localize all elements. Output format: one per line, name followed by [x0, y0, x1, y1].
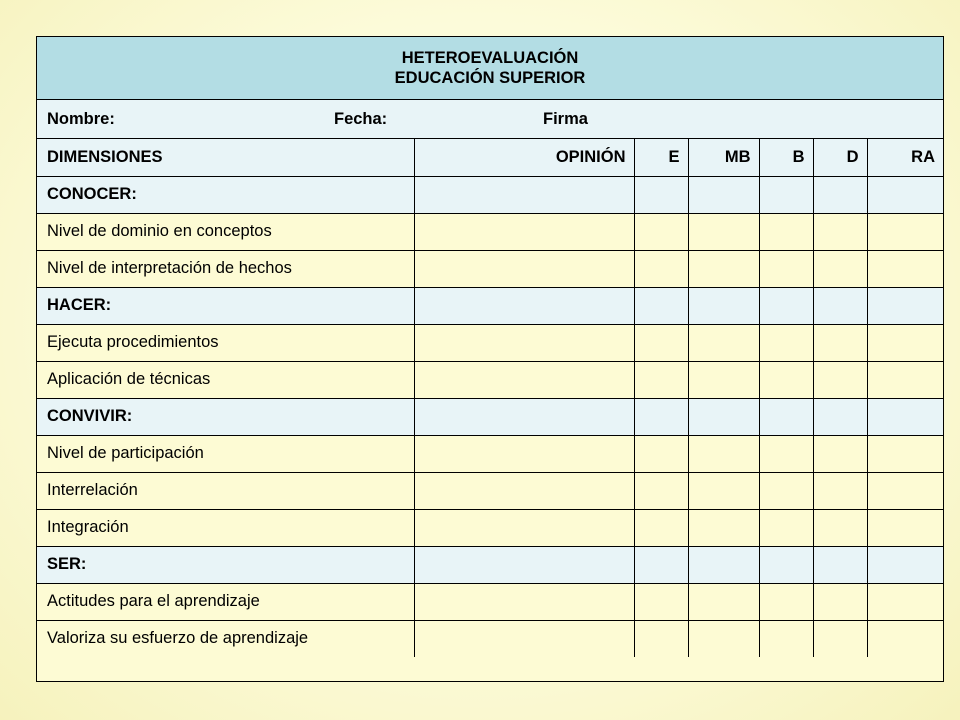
dimension-label: Actitudes para el aprendizaje	[37, 583, 414, 620]
b-cell[interactable]	[759, 324, 813, 361]
e-cell[interactable]	[634, 509, 688, 546]
date-label: Fecha:	[334, 110, 388, 128]
opinion-cell[interactable]	[414, 176, 634, 213]
b-cell[interactable]	[759, 472, 813, 509]
student-info-row	[37, 100, 943, 139]
column-header-dimensions: DIMENSIONES	[37, 139, 414, 176]
e-cell[interactable]	[634, 250, 688, 287]
signature-label: Firma	[543, 110, 588, 128]
mb-cell[interactable]	[688, 546, 759, 583]
mb-cell[interactable]	[688, 398, 759, 435]
b-cell[interactable]	[759, 213, 813, 250]
category-label: CONOCER:	[37, 176, 414, 213]
ra-cell[interactable]	[867, 398, 943, 435]
ra-cell[interactable]	[867, 620, 943, 657]
b-cell[interactable]	[759, 435, 813, 472]
category-label: SER:	[37, 546, 414, 583]
b-cell[interactable]	[759, 250, 813, 287]
e-cell[interactable]	[634, 472, 688, 509]
d-cell[interactable]	[813, 361, 867, 398]
column-header-b: B	[759, 139, 813, 176]
e-cell[interactable]	[634, 361, 688, 398]
mb-cell[interactable]	[688, 250, 759, 287]
column-header-e: E	[634, 139, 688, 176]
table-row	[37, 583, 943, 620]
evaluation-table	[37, 139, 943, 657]
d-cell[interactable]	[813, 213, 867, 250]
evaluation-form	[36, 36, 944, 682]
dimension-label: Valoriza su esfuerzo de aprendizaje	[37, 620, 414, 657]
e-cell[interactable]	[634, 546, 688, 583]
table-row	[37, 250, 943, 287]
d-cell[interactable]	[813, 620, 867, 657]
category-row	[37, 398, 943, 435]
mb-cell[interactable]	[688, 361, 759, 398]
category-row	[37, 176, 943, 213]
column-header-opinion: OPINIÓN	[414, 139, 634, 176]
opinion-cell[interactable]	[414, 250, 634, 287]
form-subtitle: EDUCACIÓN SUPERIOR	[394, 69, 586, 87]
table-row	[37, 435, 943, 472]
b-cell[interactable]	[759, 361, 813, 398]
opinion-cell[interactable]	[414, 583, 634, 620]
column-header-ra: RA	[867, 139, 943, 176]
column-header-row	[37, 139, 943, 176]
mb-cell[interactable]	[688, 435, 759, 472]
table-row	[37, 620, 943, 657]
b-cell[interactable]	[759, 398, 813, 435]
d-cell[interactable]	[813, 250, 867, 287]
dimension-label: Nivel de dominio en conceptos	[37, 213, 414, 250]
dimension-label: Interrelación	[37, 472, 414, 509]
ra-cell[interactable]	[867, 324, 943, 361]
d-cell[interactable]	[813, 583, 867, 620]
mb-cell[interactable]	[688, 509, 759, 546]
mb-cell[interactable]	[688, 213, 759, 250]
d-cell[interactable]	[813, 398, 867, 435]
b-cell[interactable]	[759, 287, 813, 324]
category-label: CONVIVIR:	[37, 398, 414, 435]
opinion-cell[interactable]	[414, 620, 634, 657]
b-cell[interactable]	[759, 583, 813, 620]
e-cell[interactable]	[634, 435, 688, 472]
column-header-mb: MB	[688, 139, 759, 176]
dimension-label: Integración	[37, 509, 414, 546]
column-header-d: D	[813, 139, 867, 176]
dimension-label: Aplicación de técnicas	[37, 361, 414, 398]
table-row	[37, 472, 943, 509]
d-cell[interactable]	[813, 324, 867, 361]
opinion-cell[interactable]	[414, 509, 634, 546]
d-cell[interactable]	[813, 472, 867, 509]
ra-cell[interactable]	[867, 287, 943, 324]
e-cell[interactable]	[634, 398, 688, 435]
d-cell[interactable]	[813, 287, 867, 324]
ra-cell[interactable]	[867, 435, 943, 472]
dimension-label: Nivel de interpretación de hechos	[37, 250, 414, 287]
category-label: HACER:	[37, 287, 414, 324]
dimension-label: Ejecuta procedimientos	[37, 324, 414, 361]
opinion-cell[interactable]	[414, 213, 634, 250]
ra-cell[interactable]	[867, 509, 943, 546]
opinion-cell[interactable]	[414, 324, 634, 361]
opinion-cell[interactable]	[414, 287, 634, 324]
e-cell[interactable]	[634, 213, 688, 250]
b-cell[interactable]	[759, 620, 813, 657]
form-title: HETEROEVALUACIÓN	[401, 49, 579, 67]
ra-cell[interactable]	[867, 361, 943, 398]
table-row	[37, 324, 943, 361]
category-row	[37, 546, 943, 583]
opinion-cell[interactable]	[414, 361, 634, 398]
opinion-cell[interactable]	[414, 435, 634, 472]
mb-cell[interactable]	[688, 287, 759, 324]
table-row	[37, 509, 943, 546]
table-row	[37, 213, 943, 250]
opinion-cell[interactable]	[414, 546, 634, 583]
e-cell[interactable]	[634, 583, 688, 620]
d-cell[interactable]	[813, 176, 867, 213]
b-cell[interactable]	[759, 546, 813, 583]
mb-cell[interactable]	[688, 324, 759, 361]
e-cell[interactable]	[634, 620, 688, 657]
opinion-cell[interactable]	[414, 398, 634, 435]
e-cell[interactable]	[634, 176, 688, 213]
ra-cell[interactable]	[867, 176, 943, 213]
ra-cell[interactable]	[867, 472, 943, 509]
form-title-banner	[37, 37, 943, 100]
dimension-label: Nivel de participación	[37, 435, 414, 472]
e-cell[interactable]	[634, 324, 688, 361]
table-row	[37, 361, 943, 398]
ra-cell[interactable]	[867, 213, 943, 250]
b-cell[interactable]	[759, 176, 813, 213]
d-cell[interactable]	[813, 546, 867, 583]
d-cell[interactable]	[813, 435, 867, 472]
e-cell[interactable]	[634, 287, 688, 324]
ra-cell[interactable]	[867, 546, 943, 583]
ra-cell[interactable]	[867, 250, 943, 287]
ra-cell[interactable]	[867, 583, 943, 620]
d-cell[interactable]	[813, 509, 867, 546]
opinion-cell[interactable]	[414, 472, 634, 509]
category-row	[37, 287, 943, 324]
b-cell[interactable]	[759, 509, 813, 546]
mb-cell[interactable]	[688, 176, 759, 213]
mb-cell[interactable]	[688, 583, 759, 620]
name-label: Nombre:	[47, 110, 115, 128]
mb-cell[interactable]	[688, 472, 759, 509]
mb-cell[interactable]	[688, 620, 759, 657]
